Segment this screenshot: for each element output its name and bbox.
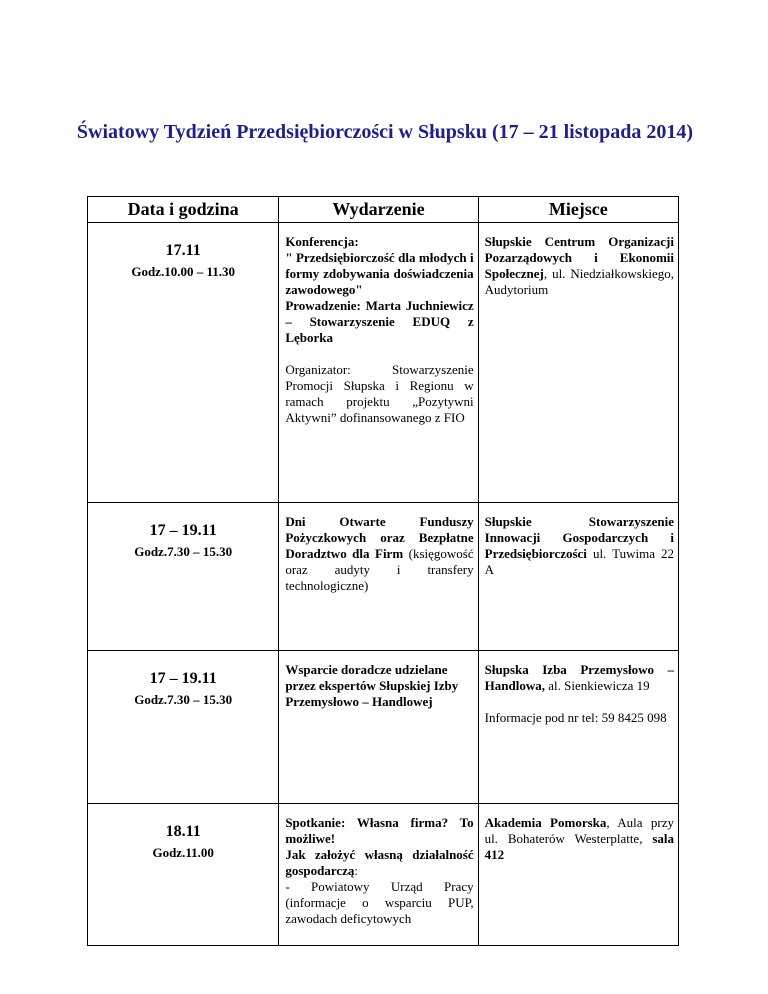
page-title: Światowy Tydzień Przedsiębiorczości w Słupsku (17 – 21 listopada 2014) <box>76 121 694 143</box>
table-row <box>88 651 679 804</box>
event-subtitle <box>285 847 473 879</box>
place-room: sala 412 <box>484 831 674 862</box>
place-name: Słupskie Stowarzyszenie Innowacji Gospodarczych i Przedsiębiorczości <box>484 514 674 561</box>
place-name: Słupska Izba Przemysłowo – Handlowa, <box>484 662 674 693</box>
place-address: , Aula przy ul. Bohaterów Westerplatte, <box>484 815 675 846</box>
place-cell <box>478 503 678 651</box>
place-cell <box>478 804 678 946</box>
place-text <box>485 234 674 298</box>
place-phone-info: Informacje pod nr tel: 59 8425 098 <box>484 710 667 725</box>
event-date: 17.11 <box>165 242 201 259</box>
date-cell <box>88 503 279 651</box>
event-type: Konferencja: <box>285 234 359 249</box>
place-address: , ul. Niedziałkowskiego, Audytorium <box>484 266 674 297</box>
event-title: Spotkanie: Własna firma? To możliwe! <box>285 815 474 846</box>
event-time: Godz.7.30 – 15.30 <box>134 692 233 707</box>
place-text <box>485 514 674 578</box>
place-text <box>485 662 674 694</box>
event-details: - Powiatowy Urząd Pracy (informacje o wsparciu PUP, zawodach deficytowych <box>285 879 474 926</box>
event-text <box>285 514 473 594</box>
event-title: Dni Otwarte Funduszy Pożyczkowych oraz Bezpłatne Doradztwo dla Firm <box>285 514 474 561</box>
event-cell <box>279 804 478 946</box>
event-date: 17 – 19.11 <box>149 522 217 539</box>
place-text <box>485 815 674 863</box>
event-title: " Przedsiębiorczość dla młodych i formy zdobywania doświadczenia zawodowego" <box>285 250 474 297</box>
event-cell <box>279 651 478 804</box>
header-date: Data i godzina <box>88 197 279 223</box>
header-row <box>88 197 679 223</box>
event-title: Wsparcie doradcze udzielane przez ekspertów Słupskiej Izby Przemysłowo – Handlowej <box>285 662 459 709</box>
place-name: Słupskie Centrum Organizacji Pozarządowych i Ekonomii Społecznej <box>484 234 674 281</box>
place-address: ul. Tuwima 22 A <box>484 546 674 577</box>
table-row <box>88 804 679 946</box>
date-cell <box>88 651 279 804</box>
event-cell <box>279 503 478 651</box>
event-details: (księgowość oraz audyty i transfery technologiczne) <box>285 546 474 593</box>
date-cell <box>88 223 279 503</box>
event-time: Godz.11.00 <box>152 845 214 860</box>
schedule-table <box>87 196 679 946</box>
event-organizer: Organizator: Stowarzyszenie Promocji Słupska i Regionu w ramach projektu „Pozytywni Aktywni” dofinansowanego z FIO <box>285 362 474 425</box>
event-subtitle-bold: Jak założyć własną działalność gospodarczą <box>285 847 474 878</box>
place-address: al. Sienkiewicza 19 <box>544 678 650 693</box>
table-row <box>88 223 679 503</box>
event-subtitle-colon: : <box>354 863 359 878</box>
event-host: Prowadzenie: Marta Juchniewicz – Stowarzyszenie EDUQ z Lęborka <box>285 298 474 345</box>
place-cell <box>478 651 678 804</box>
event-date: 17 – 19.11 <box>149 670 217 687</box>
table-row <box>88 503 679 651</box>
header-place: Miejsce <box>478 197 678 223</box>
place-cell <box>478 223 678 503</box>
place-name: Akademia Pomorska <box>484 815 607 830</box>
event-time: Godz.10.00 – 11.30 <box>131 264 235 279</box>
date-cell <box>88 804 279 946</box>
event-date: 18.11 <box>165 823 201 840</box>
event-time: Godz.7.30 – 15.30 <box>134 544 233 559</box>
header-event: Wydarzenie <box>279 197 478 223</box>
event-cell <box>279 223 478 503</box>
